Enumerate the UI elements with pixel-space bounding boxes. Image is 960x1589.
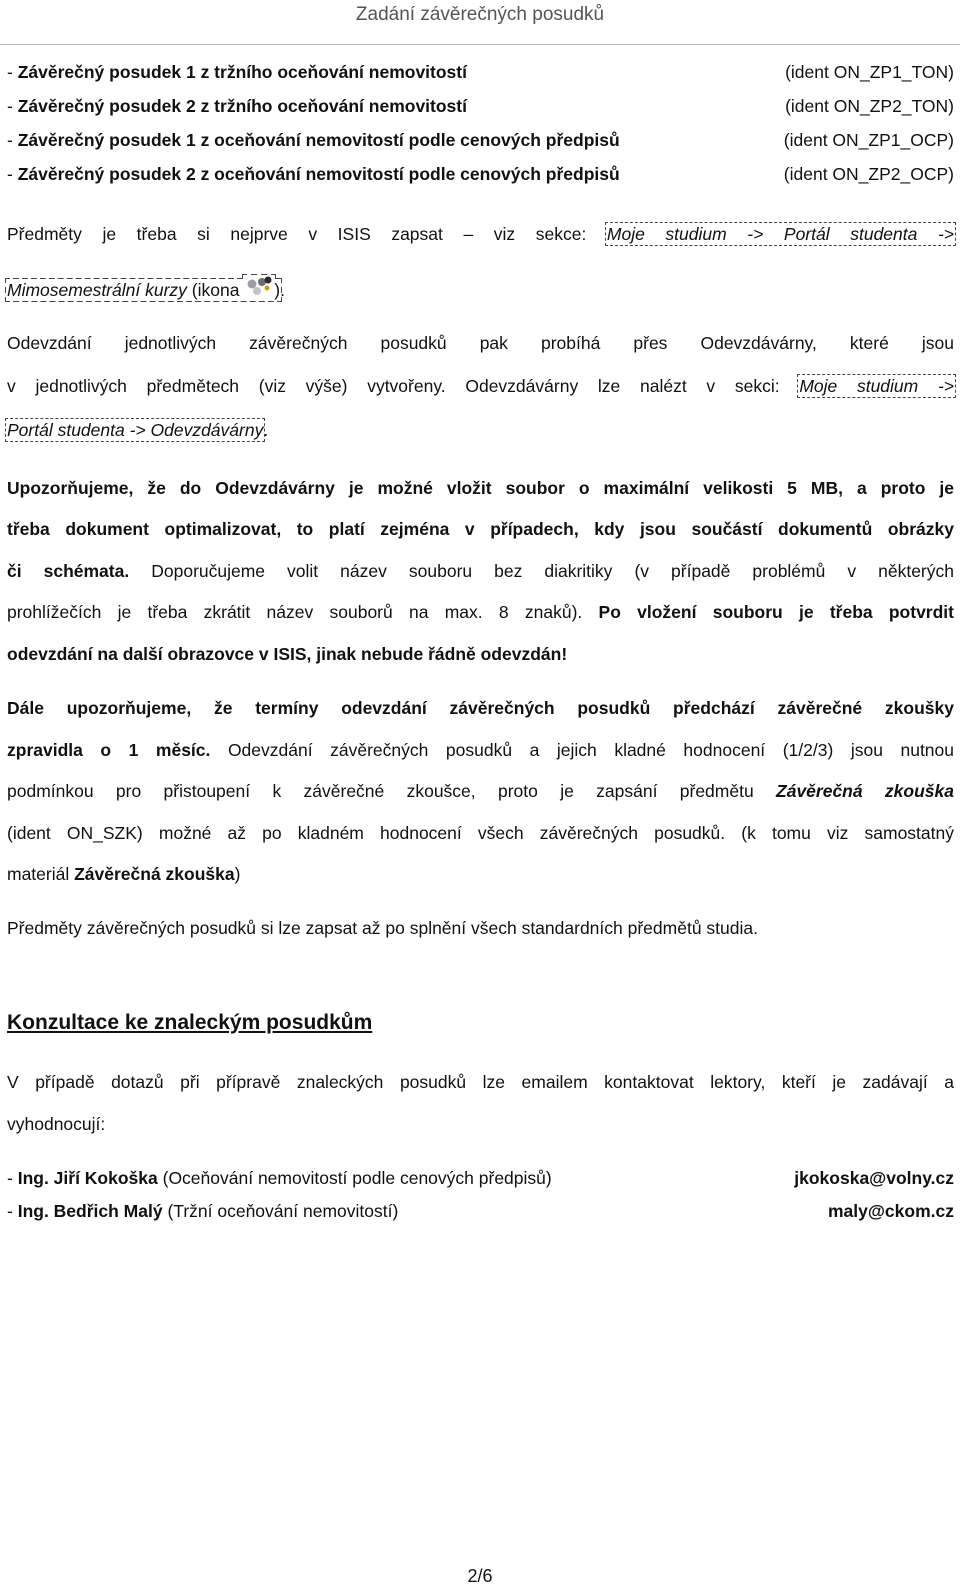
course-item: - Závěrečný posudek 1 z tržního oceňování nemovitostí (ident ON_ZP1_TON) xyxy=(7,62,954,82)
paragraph-submission: Odevzdání jednotlivých závěrečných posudků pak probíhá přes Odevzdávárny, které jsou xyxy=(7,333,954,353)
page-header xyxy=(0,0,960,45)
paragraph-deadlines: Dále upozorňujeme, že termíny odevzdání závěrečných posudků předchází závěrečné zkoušky xyxy=(7,698,954,718)
lecturer-name: Ing. Jiří Kokoška xyxy=(17,1168,158,1188)
page-number: 2/6 xyxy=(467,1566,493,1586)
courses-icon xyxy=(244,276,274,298)
paragraph-consult: vyhodnocují: xyxy=(7,1114,106,1134)
course-ident: (ident ON_ZP1_TON) xyxy=(785,62,954,82)
course-ident: (ident ON_ZP1_OCP) xyxy=(783,130,954,150)
header-title: Zadání závěrečných posudků xyxy=(355,4,605,25)
paragraph-enroll: Předměty je třeba si nejprve v ISIS zapsat – viz sekce: Moje studium -> Portál studenta -> xyxy=(7,224,954,244)
paragraph-prerequisites: Předměty závěrečných posudků si lze zapsat až po splnění všech standardních předmětů studia. xyxy=(7,918,758,938)
course-ident: (ident ON_ZP2_OCP) xyxy=(783,164,954,184)
portal-path-link[interactable]: Moje studium -> xyxy=(799,376,954,396)
lecturer-email[interactable]: maly@ckom.cz xyxy=(827,1201,954,1221)
paragraph-consult: V případě dotazů při přípravě znaleckých posudků lze emailem kontaktovat lektory, kteří je zadávají a xyxy=(7,1072,954,1092)
lecturer-item: - Ing. Bedřich Malý (Tržní oceňování nemovitostí) maly@ckom.cz xyxy=(7,1201,954,1221)
paragraph-warning: prohlížečích je třeba zkrátit název souborů na max. 8 znaků). Po vložení souboru je třeba potvrdit xyxy=(7,602,954,622)
course-name: Závěrečný posudek 1 z oceňování nemovitostí podle cenových předpisů xyxy=(17,130,620,150)
section-heading: Konzultace ke znaleckým posudkům xyxy=(7,1011,373,1034)
lecturer-name: Ing. Bedřich Malý xyxy=(17,1201,163,1221)
paragraph-warning: odevzdání na další obrazovce v ISIS, jinak nebude řádně odevzdán! xyxy=(7,644,568,664)
course-item: - Závěrečný posudek 2 z tržního oceňování nemovitostí (ident ON_ZP2_TON) xyxy=(7,96,954,116)
paragraph-deadlines: podmínkou pro přistoupení k závěrečné zkoušce, proto je zapsání předmětu Závěrečná zkouška xyxy=(7,781,954,801)
course-item: - Závěrečný posudek 2 z oceňování nemovitostí podle cenových předpisů (ident ON_ZP2_OCP) xyxy=(7,164,954,184)
paragraph-submission-cont: v jednotlivých předmětech (viz výše) vytvořeny. Odevzdávárny lze nalézt v sekci: Moje studium -> xyxy=(7,376,954,396)
paragraph-deadlines: zpravidla o 1 měsíc. Odevzdání závěrečných posudků a jejich kladné hodnocení (1/2/3) jsou nutnou xyxy=(7,740,954,760)
submission-box-link[interactable]: Portál studenta -> Odevzdávárny xyxy=(7,420,264,440)
course-ident: (ident ON_ZP2_TON) xyxy=(785,96,954,116)
nonsemester-courses-link[interactable]: Mimosemestrální kurzy (ikona ) xyxy=(7,280,280,300)
lecturer-item: - Ing. Jiří Kokoška (Oceňování nemovitostí podle cenových předpisů) jkokoska@volny.cz xyxy=(7,1168,954,1188)
paragraph-submission-end: Portál studenta -> Odevzdávárny. xyxy=(7,420,269,440)
paragraph-enroll-cont: Mimosemestrální kurzy (ikona ). xyxy=(7,276,954,301)
paragraph-warning: třeba dokument optimalizovat, to platí zejména v případech, kdy jsou součástí dokumentů obrázky xyxy=(7,519,954,539)
paragraph-deadlines: materiál Závěrečná zkouška) xyxy=(7,864,241,884)
course-item: - Závěrečný posudek 1 z oceňování nemovitostí podle cenových předpisů (ident ON_ZP1_OCP) xyxy=(7,130,954,150)
paragraph-warning: či schémata. Doporučujeme volit název souboru bez diakritiky (v případě problémů v některých xyxy=(7,561,954,581)
course-name: Závěrečný posudek 1 z tržního oceňování nemovitostí xyxy=(17,62,467,82)
lecturer-email[interactable]: jkokoska@volny.cz xyxy=(794,1168,954,1188)
paragraph-warning: Upozorňujeme, že do Odevzdávárny je možné vložit soubor o maximální velikosti 5 MB, a proto je xyxy=(7,478,954,498)
portal-path-link[interactable]: Moje studium -> Portál studenta -> xyxy=(606,224,954,244)
course-name: Závěrečný posudek 2 z oceňování nemovitostí podle cenových předpisů xyxy=(17,164,620,184)
paragraph-deadlines: (ident ON_SZK) možné až po kladném hodnocení všech závěrečných posudků. (k tomu viz samostatný xyxy=(7,823,954,843)
course-name: Závěrečný posudek 2 z tržního oceňování nemovitostí xyxy=(17,96,467,116)
